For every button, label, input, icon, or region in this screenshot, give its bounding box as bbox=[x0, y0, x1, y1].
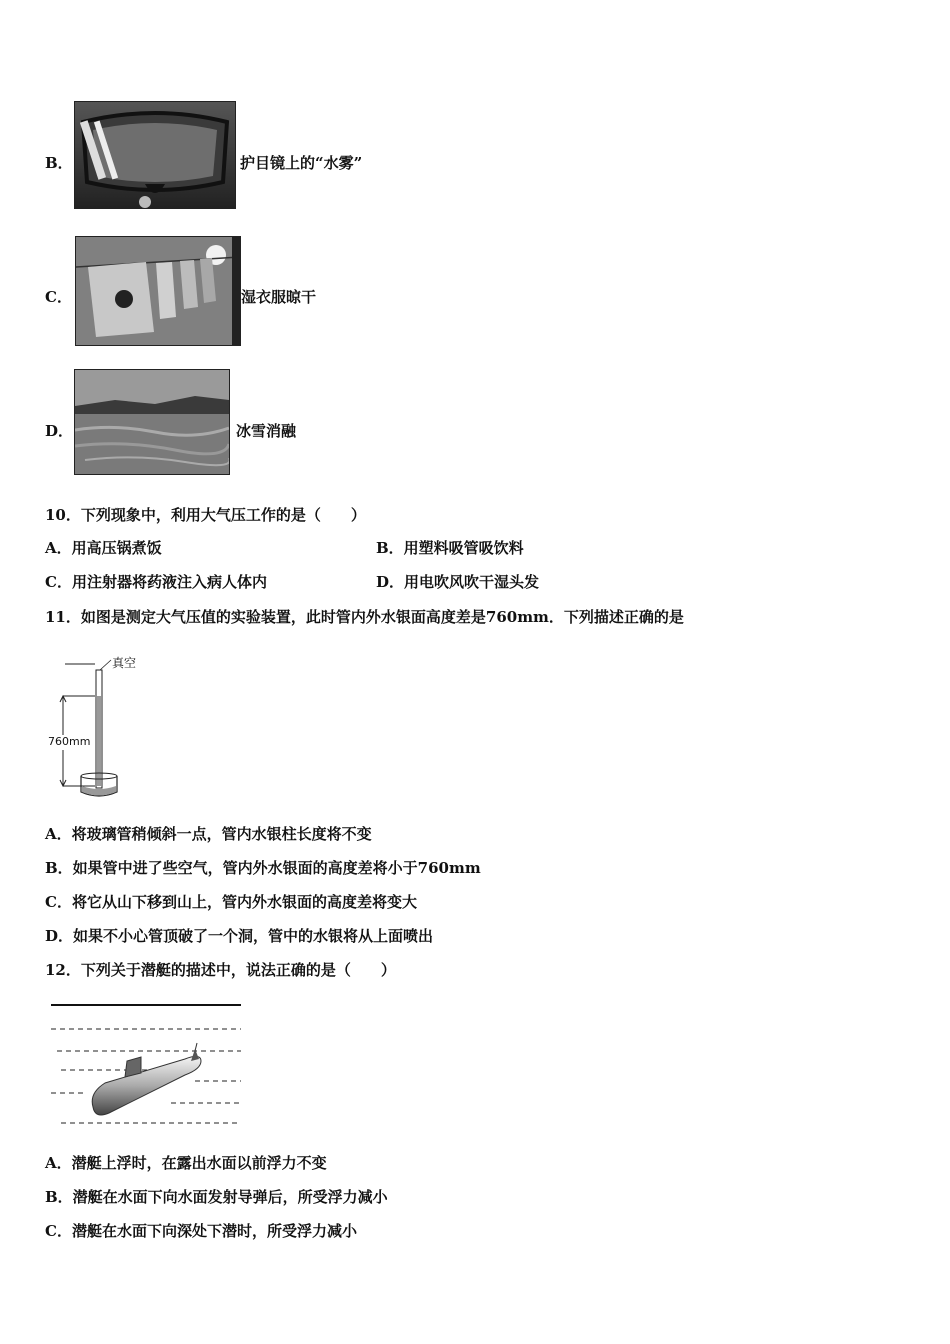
vacuum-label: 真空 bbox=[112, 656, 137, 670]
option-b-caption: 护目镜上的“水雾” bbox=[240, 154, 363, 172]
q12-stem: 12．下列关于潜艇的描述中，说法正确的是（ ） bbox=[45, 961, 396, 979]
q12-option-c: C．潜艇在水面下向深处下潜时，所受浮力减小 bbox=[45, 1222, 357, 1240]
q11-stem: 11．如图是测定大气压值的实验装置，此时管内外水银面高度差是760mm．下列描述正确的是 bbox=[45, 608, 684, 626]
q10-stem: 10．下列现象中，利用大气压工作的是（ ） bbox=[45, 506, 366, 524]
submarine-figure bbox=[45, 995, 245, 1130]
option-b-letter: B． bbox=[45, 154, 73, 172]
q10-option-c: C．用注射器将药液注入病人体内 bbox=[45, 573, 267, 591]
q12-option-b: B．潜艇在水面下向水面发射导弹后，所受浮力减小 bbox=[45, 1188, 388, 1206]
option-c-caption: 湿衣服晾干 bbox=[241, 288, 317, 306]
q10-option-a: A．用高压锅煮饭 bbox=[45, 539, 162, 557]
q11-option-b: B．如果管中进了些空气，管内外水银面的高度差将小于760mm bbox=[45, 859, 481, 877]
option-d-caption: 冰雪消融 bbox=[236, 422, 297, 440]
melting-snow-photo bbox=[74, 369, 230, 475]
height-label: 760mm bbox=[48, 735, 91, 748]
option-c-letter: C． bbox=[45, 288, 72, 306]
q12-option-a: A．潜艇上浮时，在露出水面以前浮力不变 bbox=[45, 1154, 327, 1172]
q11-option-d: D．如果不小心管顶破了一个洞，管中的水银将从上面喷出 bbox=[45, 927, 434, 945]
torricelli-figure bbox=[45, 650, 155, 800]
drying-clothes-photo bbox=[75, 236, 241, 346]
q11-option-a: A．将玻璃管稍倾斜一点，管内水银柱长度将不变 bbox=[45, 825, 372, 843]
q11-option-c: C．将它从山下移到山上，管内外水银面的高度差将变大 bbox=[45, 893, 417, 911]
goggles-photo bbox=[74, 101, 236, 209]
q10-option-d: D．用电吹风吹干湿头发 bbox=[376, 573, 540, 591]
option-d-letter: D． bbox=[45, 422, 74, 440]
q10-option-b: B．用塑料吸管吸饮料 bbox=[376, 539, 524, 557]
